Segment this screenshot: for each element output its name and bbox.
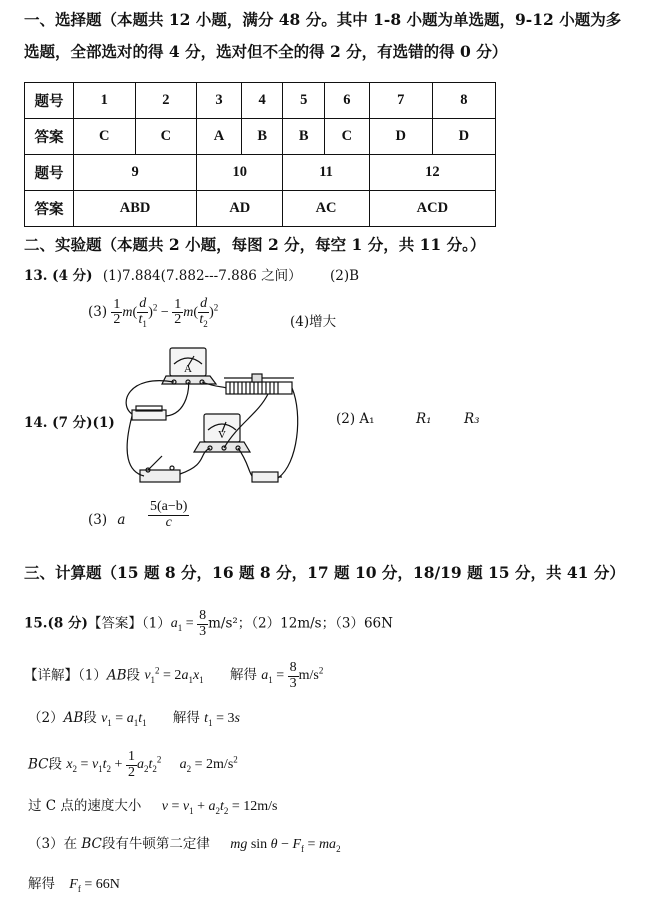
q14-part3-a: a	[117, 512, 126, 528]
table-cell: B	[283, 119, 325, 155]
detail-line-4: 过 C 点的速度大小 $v = v_1 + a_2t_2 = 12m/s$	[28, 798, 278, 816]
table-cell: 题号	[25, 83, 74, 119]
table-cell: 答案	[25, 191, 74, 227]
q13-part2: (2)B	[329, 268, 360, 284]
section1-heading-line1: 一、选择题（本题共 12 小题，满分 48 分。其中 1-8 小题为单选题，9-12 小题为多	[24, 10, 622, 29]
detail-line-2: （2）AB段 $v_1 = a_1t_1$ 解得 $t_1 = 3s$	[28, 710, 240, 728]
table-cell: 题号	[25, 155, 74, 191]
table-cell: 6	[324, 83, 369, 119]
q13-formula: $\frac{1}{2}$ m( $\frac{d}{t_1}$ )$^2$ − $\frac{1}{2}$ m( $\frac{d}{t_2}$ )$^2$	[113, 296, 219, 329]
switch-icon	[140, 456, 180, 482]
table-cell: C	[74, 119, 136, 155]
detail-line-5: （3）在 BC段有牛顿第二定律 mg $\sin \theta - F_f = ma_2$	[28, 836, 341, 854]
q14-part3-prefix: (3)	[88, 512, 108, 528]
detail-line-3: BC段 $x_2 = v_1t_2$ + $\frac{1}{2}$ $a_2t_2^2$ $a_2 = 2m/s^2$	[28, 749, 238, 780]
answer-1-prefix: （1）	[141, 615, 171, 632]
battery-icon	[252, 472, 282, 482]
table-cell: 7	[369, 83, 432, 119]
table-cell: 4	[241, 83, 283, 119]
table-cell: ACD	[369, 191, 495, 227]
table-cell: AC	[283, 191, 369, 227]
table-cell: B	[241, 119, 283, 155]
q14-r1: R₁	[416, 411, 432, 427]
detail-line-1: 【详解】（1）AB段 $v_1^2 = 2a_1x_1$ 解得 $a_1$ = $\frac{8}{3}$ $m/s^2$	[24, 660, 324, 691]
table-cell: C	[324, 119, 369, 155]
table-cell: 答案	[25, 119, 74, 155]
table-cell: ABD	[74, 191, 197, 227]
section3-heading: 三、计算题（15 题 8 分，16 题 8 分，17 题 10 分，18/19 题 15 分，共 41 分）	[24, 563, 625, 582]
answer-table	[24, 82, 496, 227]
ammeter-label: A	[184, 363, 192, 375]
table-cell: C	[135, 119, 197, 155]
voltmeter-label: V	[218, 429, 226, 441]
fraction-numerator: 5(a−b)	[150, 499, 188, 514]
section2-heading: 二、实验题（本题共 2 小题，每图 2 分，每空 1 分，共 11 分。）	[24, 235, 486, 254]
table-row	[25, 119, 496, 155]
table-cell: AD	[197, 191, 283, 227]
table-row	[25, 191, 496, 227]
table-cell: D	[432, 119, 495, 155]
detail-tag: 【详解】	[24, 667, 78, 684]
answer-1-unit: m/s²；	[208, 615, 252, 632]
q13-part1: (1)7.884(7.882---7.886 之间）	[102, 268, 302, 284]
table-cell: 9	[74, 155, 197, 191]
q13-part4: (4)增大	[290, 314, 337, 330]
q15-answer-line: 15.(8 分)【答案】$(1)a_1$ = $\frac{8}{3}$ m/s²；（2）12m/s；（3）66N	[24, 608, 393, 639]
table-cell: 1	[74, 83, 136, 119]
section1-heading-line2: 选题，全部选对的得 4 分，选对但不全的得 2 分，有选错的得 0 分）	[24, 42, 508, 61]
resistor-icon	[132, 406, 166, 420]
table-cell: 8	[432, 83, 495, 119]
table-cell: 11	[283, 155, 369, 191]
detail-line-6: 解得 $F_f = 66N$	[28, 876, 120, 894]
table-cell: 2	[135, 83, 197, 119]
table-row	[25, 155, 496, 191]
table-cell: A	[197, 119, 242, 155]
table-cell: 12	[369, 155, 495, 191]
table-cell: D	[369, 119, 432, 155]
q13-line1	[24, 264, 359, 284]
answer-tag: 【答案】	[87, 615, 142, 632]
q14-r3: R₃	[464, 411, 480, 427]
q15-label: 15.(8 分)	[24, 615, 88, 632]
q13-part3	[88, 297, 218, 329]
table-cell: 3	[197, 83, 242, 119]
q14-part2: (2) A₁	[336, 411, 375, 427]
q14-part3	[88, 512, 125, 528]
rheostat-icon	[224, 374, 294, 394]
answer-2: （2）12m/s；	[251, 615, 336, 632]
q14-label: 14. (7 分)(1)	[24, 415, 115, 431]
table-row	[25, 83, 496, 119]
table-cell: 10	[197, 155, 283, 191]
q13-label: 13. (4 分)	[24, 268, 93, 284]
q14-part3-fraction	[148, 500, 189, 530]
table-cell: 5	[283, 83, 325, 119]
circuit-diagram	[118, 344, 300, 494]
q13-part3-prefix: (3)	[88, 304, 108, 321]
fraction-denominator: c	[165, 514, 172, 530]
answer-3: （3）66N	[335, 615, 393, 632]
